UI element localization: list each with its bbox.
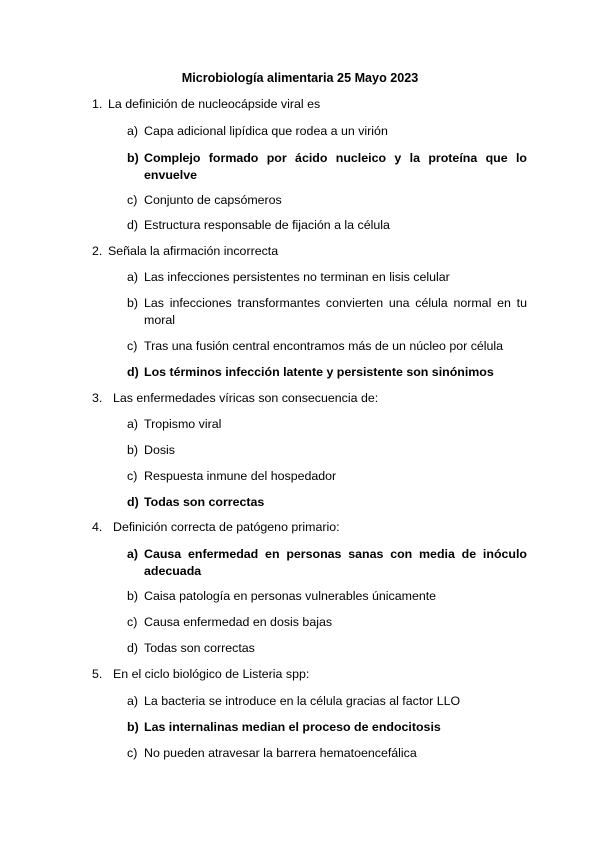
question-number: 5.	[92, 667, 103, 681]
option-2a	[127, 269, 527, 286]
option-2d-correct	[127, 364, 527, 381]
option-letter: b)	[127, 443, 139, 457]
option-text: Todas son correctas	[144, 641, 255, 655]
option-text: Todas son correctas	[144, 495, 265, 509]
option-text: Causa enfermedad en dosis bajas	[144, 615, 333, 629]
option-letter: c)	[127, 193, 138, 207]
option-text: Los términos infección latente y persistente son sinónimos	[144, 365, 494, 379]
page-title: Microbiología alimentaria 25 Mayo 2023	[181, 71, 419, 85]
option-letter: a)	[127, 694, 139, 708]
option-text: No pueden atravesar la barrera hematoencefálica	[144, 746, 417, 760]
option-letter: a)	[127, 270, 139, 284]
option-3c	[127, 468, 527, 485]
option-letter: a)	[127, 417, 139, 431]
option-1c	[127, 192, 527, 209]
question-number: 3.	[92, 391, 103, 405]
question-number: 4.	[92, 520, 103, 534]
question-number: 1.	[92, 97, 103, 111]
option-text: Complejo formado por ácido nucleico y la proteína que lo envuelve	[144, 151, 527, 182]
option-text: Las internalinas median el proceso de endocitosis	[144, 720, 441, 734]
option-letter: c)	[127, 469, 138, 483]
option-letter: b)	[127, 720, 139, 734]
option-4b	[127, 588, 527, 605]
option-letter: b)	[127, 296, 139, 310]
option-letter: b)	[127, 589, 139, 603]
question-5	[92, 667, 309, 681]
option-5b-correct	[127, 719, 527, 736]
option-2b	[127, 295, 527, 329]
option-4a-correct	[127, 546, 527, 580]
option-letter: c)	[127, 746, 138, 760]
question-number: 2.	[92, 244, 103, 258]
option-3b	[127, 442, 527, 459]
option-3a	[127, 416, 527, 433]
option-2c	[127, 338, 527, 355]
option-5c	[127, 745, 527, 762]
option-text: Conjunto de capsómeros	[144, 193, 282, 207]
option-text: Tropismo viral	[144, 417, 222, 431]
option-letter: c)	[127, 339, 138, 353]
option-4c	[127, 614, 527, 631]
option-text: Las infecciones transformantes convierten una célula normal en tu moral	[144, 296, 527, 327]
option-text: Causa enfermedad en personas sanas con media de inóculo adecuada	[144, 547, 527, 578]
option-text: Caisa patología en personas vulnerables únicamente	[144, 589, 437, 603]
option-3d-correct	[127, 494, 527, 511]
question-3	[92, 391, 378, 405]
question-2	[92, 244, 278, 258]
option-text: Las infecciones persistentes no terminan en lisis celular	[144, 270, 450, 284]
question-text: En el ciclo biológico de Listeria spp:	[113, 667, 310, 681]
option-1b-correct	[127, 150, 527, 184]
option-letter: d)	[127, 495, 139, 509]
option-letter: b)	[127, 151, 139, 165]
option-letter: d)	[127, 365, 139, 379]
option-letter: d)	[127, 641, 139, 655]
option-1a	[127, 123, 527, 140]
option-letter: a)	[127, 547, 139, 561]
option-text: Estructura responsable de fijación a la célula	[144, 218, 390, 232]
question-text: Señala la afirmación incorrecta	[108, 244, 279, 258]
option-text: Capa adicional lipídica que rodea a un virión	[144, 124, 388, 138]
option-letter: a)	[127, 124, 139, 138]
option-text: Tras una fusión central encontramos más de un núcleo por célula	[144, 339, 504, 353]
question-text: Las enfermedades víricas son consecuencia de:	[113, 391, 379, 405]
question-text: La definición de nucleocápside viral es	[108, 97, 321, 111]
option-text: La bacteria se introduce en la célula gracias al factor LLO	[144, 694, 461, 708]
question-text: Definición correcta de patógeno primario:	[113, 520, 340, 534]
option-text: Respuesta inmune del hospedador	[144, 469, 337, 483]
option-4d	[127, 640, 527, 657]
option-5a	[127, 693, 527, 710]
option-letter: c)	[127, 615, 138, 629]
option-1d	[127, 217, 527, 234]
option-text: Dosis	[144, 443, 175, 457]
question-1	[92, 97, 320, 111]
question-4	[92, 520, 340, 534]
option-letter: d)	[127, 218, 139, 232]
